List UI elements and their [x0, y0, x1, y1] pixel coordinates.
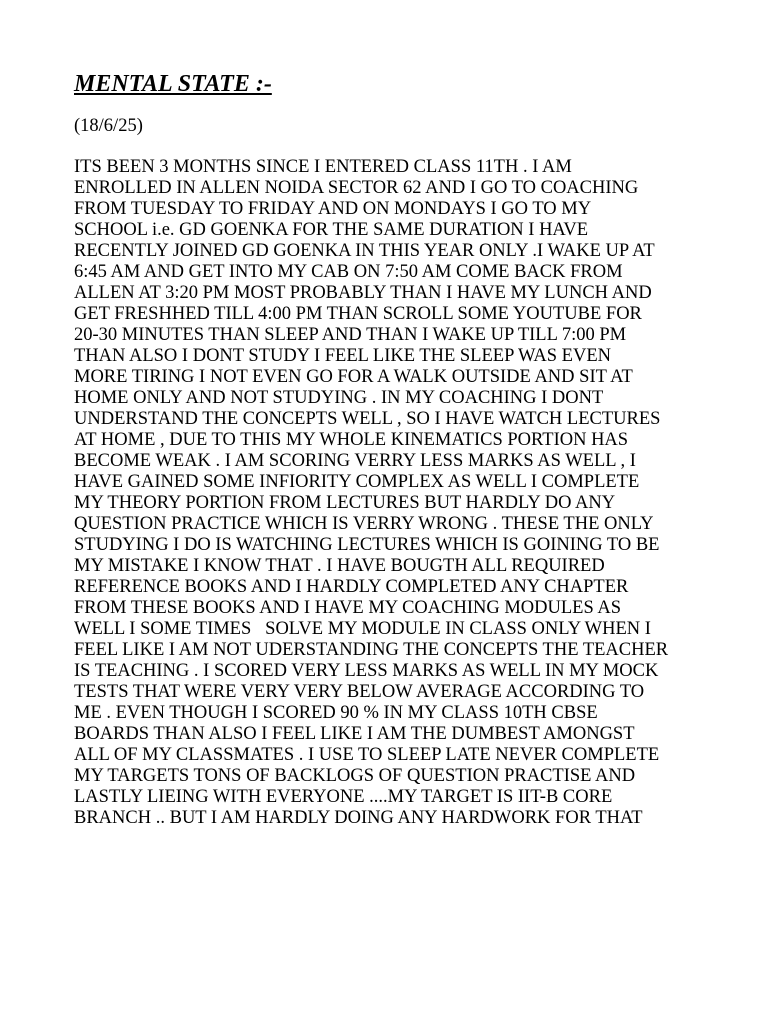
document-title: MENTAL STATE :-: [74, 71, 272, 97]
document-date: (18/6/25): [74, 116, 143, 136]
document-content: [74, 68, 714, 829]
document-body: ITS BEEN 3 MONTHS SINCE I ENTERED CLASS 11TH . I AM ENROLLED IN ALLEN NOIDA SECTOR 62 AND I GO TO COACHING FROM TUESDAY TO FRIDAY AND ON MONDAYS I GO TO MY SCHOOL i.e. GD GOENKA FOR THE SAME DURATION I HAVE RECENTLY JOINED GD GOENKA IN THIS YEAR ONLY .I WAKE UP AT 6:45 AM AND GET INTO MY CAB ON 7:50 AM COME BACK FROM ALLEN AT 3:20 PM MOST PROBABLY THAN I HAVE MY LUNCH AND GET FRESHHED TILL 4:00 PM THAN SCROLL SOME YOUTUBE FOR 20-30 MINUTES THAN SLEEP AND THAN I WAKE UP TILL 7:00 PM THAN ALSO I DONT STUDY I FEEL LIKE THE SLEEP WAS EVEN MORE TIRING I NOT EVEN GO FOR A WALK OUTSIDE AND SIT AT HOME ONLY AND NOT STUDYING . IN MY COACHING I DONT UNDERSTAND THE CONCEPTS WELL , SO I HAVE WATCH LECTURES AT HOME , DUE TO THIS MY WHOLE KINEMATICS PORTION HAS BECOME WEAK . I AM SCORING VERRY LESS MARKS AS WELL , I HAVE GAINED SOME INFIORITY COMPLEX AS WELL I COMPLETE MY THEORY PORTION FROM LECTURES BUT HARDLY DO ANY QUESTION PRACTICE WHICH IS VERRY WRONG . THESE THE ONLY STUDYING I DO IS WATCHING LECTURES WHICH IS GOINING TO BE MY MISTAKE I KNOW THAT . I HAVE BOUGTH ALL REQUIRED REFERENCE BOOKS AND I HARDLY COMPLETED ANY CHAPTER FROM THESE BOOKS AND I HAVE MY COACHING MODULES AS WELL I SOME TIMES SOLVE MY MODULE IN CLASS ONLY WHEN I FEEL LIKE I AM NOT UDERSTANDING THE CONCEPTS THE TEACHER IS TEACHING . I SCORED VERY LESS MARKS AS WELL IN MY MOCK TESTS THAT WERE VERY VERY BELOW AVERAGE ACCORDING TO ME . EVEN THOUGH I SCORED 90 % IN MY CLASS 10TH CBSE BOARDS THAN ALSO I FEEL LIKE I AM THE DUMBEST AMONGST ALL OF MY CLASSMATES . I USE TO SLEEP LATE NEVER COMPLETE MY TARGETS TONS OF BACKLOGS OF QUESTION PRACTISE AND LASTLY LIEING WITH EVERYONE ....MY TARGET IS IIT-B CORE BRANCH .. BUT I AM HARDLY DOING ANY HARDWORK FOR THAT: [74, 157, 669, 828]
